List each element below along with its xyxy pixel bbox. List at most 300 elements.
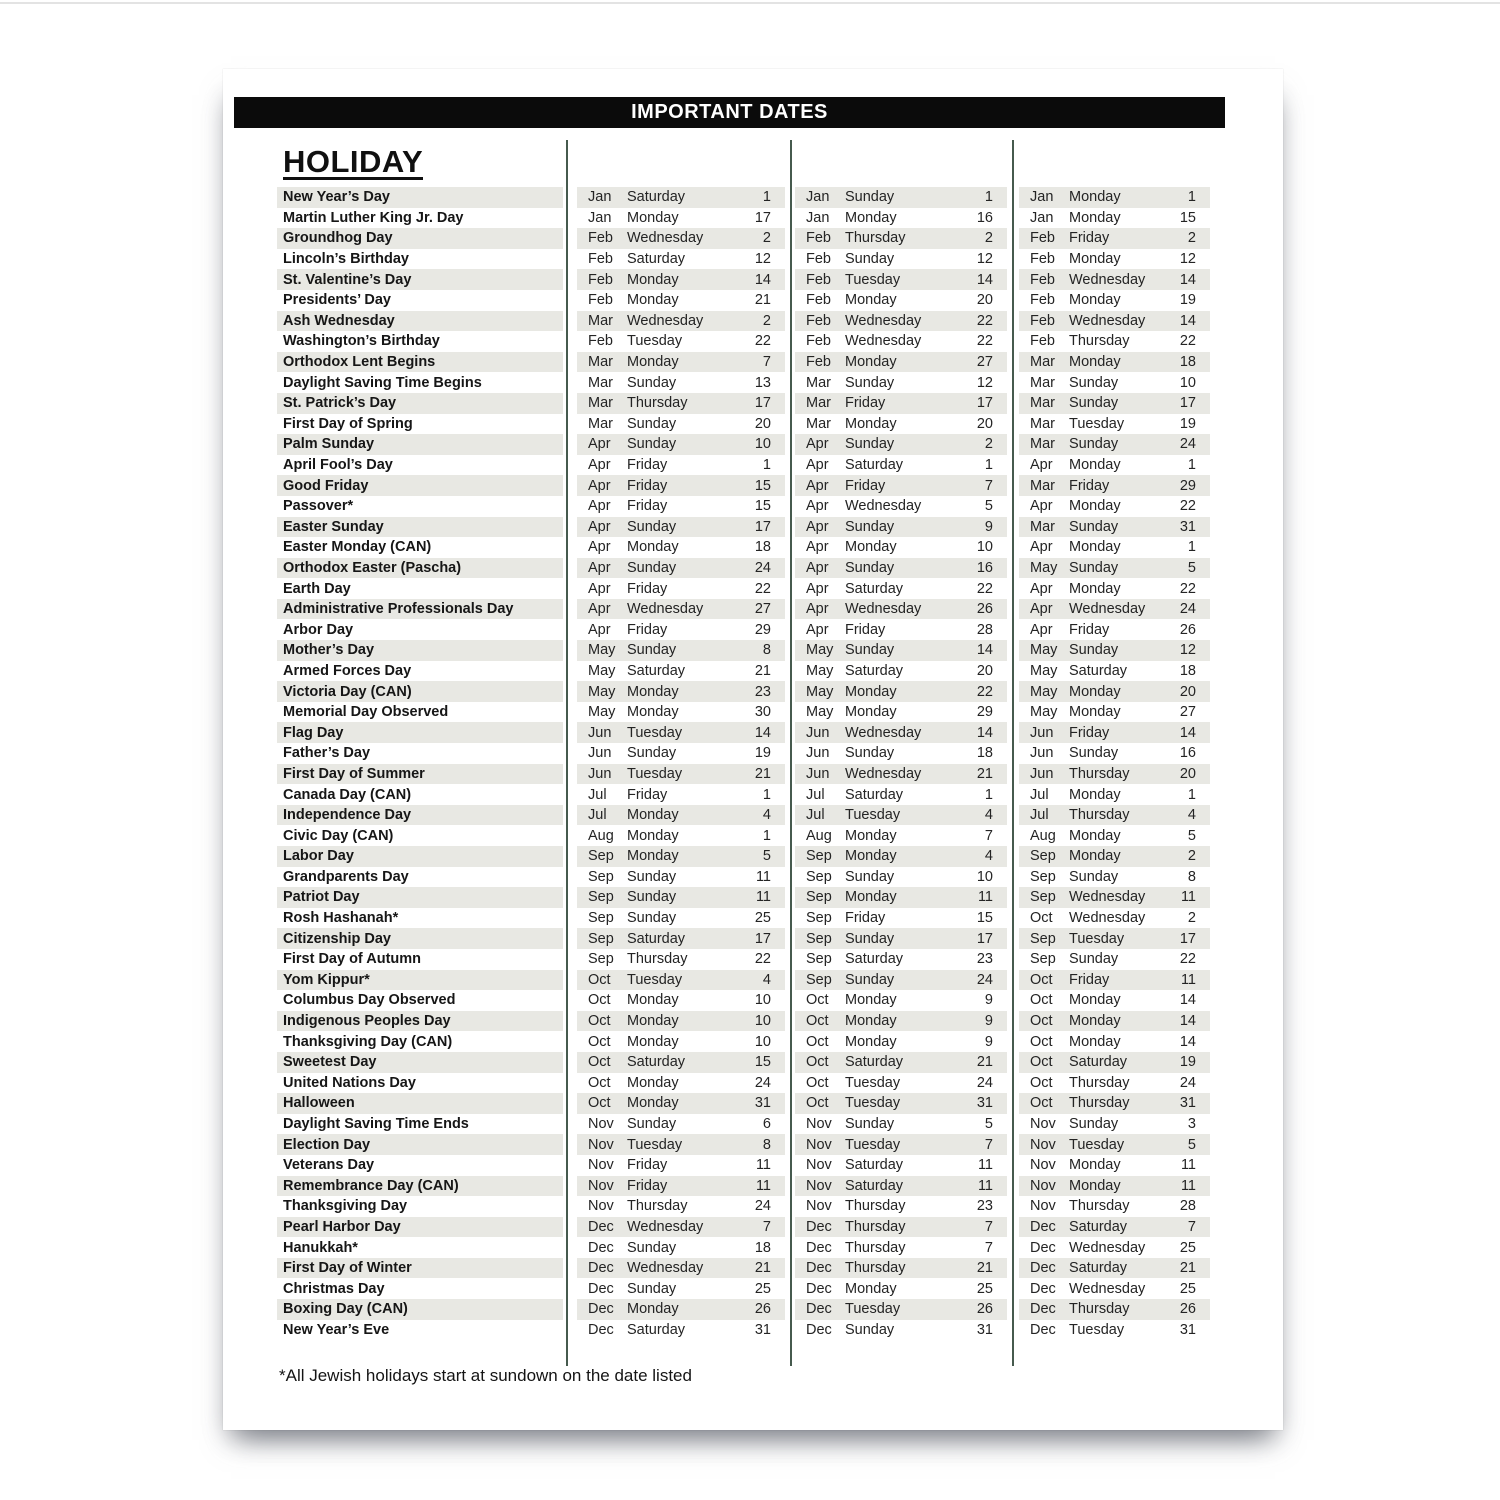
weekday-label: Wednesday [845,333,922,350]
weekday-label: Monday [1069,457,1121,474]
holiday-name-cell: Ash Wednesday [277,311,563,332]
month-label: Feb [806,312,831,329]
weekday-label: Sunday [627,1116,677,1133]
holiday-name-cell: Remembrance Day (CAN) [277,1176,563,1197]
weekday-label: Sunday [627,559,677,576]
holiday-name-cell: Independence Day [277,805,563,826]
month-label: Mar [588,312,613,329]
month-label: Apr [588,559,611,576]
date-cell [795,681,1007,702]
holiday-name-cell: Pearl Harbor Day [277,1217,563,1238]
date-cell [1019,599,1210,620]
month-label: Feb [806,333,831,350]
day-number: 15 [754,477,771,494]
day-number: 2 [1187,910,1196,927]
month-label: Apr [1030,601,1053,618]
weekday-label: Saturday [845,1054,904,1071]
month-label: Mar [806,374,831,391]
date-cell [1019,1299,1210,1320]
weekday-label: Wednesday [1069,1280,1146,1297]
month-label: Oct [1030,910,1053,927]
holiday-name-cell: First Day of Winter [277,1258,563,1279]
weekday-label: Thursday [845,1260,906,1277]
weekday-label: Sunday [1069,745,1119,762]
holiday-table-body [277,187,1210,1340]
day-number: 22 [1179,498,1196,515]
day-number: 28 [1179,1198,1196,1215]
weekday-label: Monday [845,683,897,700]
holiday-name-cell: April Fool’s Day [283,457,393,474]
weekday-label: Sunday [1069,868,1119,885]
month-label: Sep [806,910,832,927]
day-number: 17 [754,209,771,226]
weekday-label: Monday [1069,1013,1121,1030]
date-cell [577,867,785,888]
date-cell [1019,372,1210,393]
table-row [277,187,1210,208]
weekday-label: Sunday [1069,518,1119,535]
day-number: 11 [755,1157,771,1174]
day-number: 2 [1187,230,1196,247]
date-cell [795,949,1007,970]
month-label: Mar [588,415,613,432]
date-cell [795,846,1007,867]
month-label: Oct [1030,1095,1053,1112]
weekday-label: Monday [845,539,897,556]
weekday-label: Wednesday [1069,1239,1146,1256]
month-label: Mar [1030,477,1055,494]
month-label: Apr [806,601,829,618]
table-row [277,455,1210,476]
weekday-label: Monday [627,992,679,1009]
date-cell [577,619,785,640]
weekday-label: Monday [627,1301,679,1318]
holiday-name-cell: Civic Day (CAN) [283,827,394,844]
table-row [277,1196,1210,1217]
day-number: 20 [976,662,993,679]
day-number: 20 [754,415,771,432]
day-number: 25 [1179,1239,1196,1256]
date-cell [1019,1237,1210,1258]
weekday-label: Friday [627,477,668,494]
day-number: 31 [754,1321,771,1338]
day-number: 2 [984,436,993,453]
month-label: Sep [806,951,832,968]
weekday-label: Wednesday [627,312,704,329]
date-cell [795,1176,1007,1197]
day-number: 15 [754,498,771,515]
holiday-name-cell: Halloween [277,1093,563,1114]
weekday-label: Tuesday [845,1095,901,1112]
day-number: 17 [1179,930,1196,947]
day-number: 30 [754,704,771,721]
date-cell [1019,228,1210,249]
month-label: Feb [806,271,831,288]
day-number: 24 [976,1074,993,1091]
day-number: 11 [977,1177,993,1194]
day-number: 1 [1187,189,1196,206]
weekday-label: Wednesday [627,230,704,247]
date-cell [577,640,785,661]
table-row [277,702,1210,723]
date-cell [577,311,785,332]
date-cell [795,619,1007,640]
day-number: 4 [762,807,771,824]
weekday-label: Saturday [627,189,686,206]
holiday-name-cell: First Day of Summer [277,764,563,785]
holiday-name-cell: Hanukkah* [283,1239,358,1256]
day-number: 7 [984,1136,993,1153]
day-number: 26 [1179,1301,1196,1318]
holiday-name-cell: United Nations Day [283,1074,416,1091]
holiday-name-cell: New Year’s Eve [283,1321,390,1338]
date-cell [1019,867,1210,888]
day-number: 29 [754,621,771,638]
weekday-label: Tuesday [845,1301,901,1318]
month-label: Apr [806,621,829,638]
date-cell [577,578,785,599]
date-cell [577,331,785,352]
day-number: 20 [1179,765,1196,782]
date-cell [1019,1176,1210,1197]
date-cell [577,887,785,908]
weekday-label: Sunday [627,1280,677,1297]
month-label: Apr [588,621,611,638]
table-row [277,1052,1210,1073]
weekday-label: Wednesday [845,765,922,782]
weekday-label: Friday [845,910,886,927]
day-number: 11 [1180,971,1196,988]
date-cell [795,1134,1007,1155]
month-label: Dec [806,1218,832,1235]
day-number: 25 [1179,1280,1196,1297]
day-number: 14 [1179,1013,1196,1030]
month-label: Feb [806,354,831,371]
day-number: 23 [976,1198,993,1215]
table-row [277,1320,1210,1341]
date-cell [577,352,785,373]
holiday-name-cell: Daylight Saving Time Ends [283,1116,469,1133]
weekday-label: Monday [845,889,897,906]
table-row [277,1258,1210,1279]
month-label: May [1030,683,1058,700]
table-row [277,867,1210,888]
date-cell [1019,269,1210,290]
date-cell [577,475,785,496]
date-cell [1019,1052,1210,1073]
weekday-label: Wednesday [1069,601,1146,618]
day-number: 29 [1179,477,1196,494]
weekday-label: Wednesday [1069,271,1146,288]
holiday-name-cell: Groundhog Day [277,228,563,249]
weekday-label: Tuesday [845,271,901,288]
holiday-name-cell: Washington’s Birthday [283,333,440,350]
month-label: Nov [1030,1136,1056,1153]
weekday-label: Sunday [845,559,895,576]
date-cell [577,784,785,805]
day-number: 2 [984,230,993,247]
date-cell [1019,1073,1210,1094]
holiday-name-cell: Canada Day (CAN) [283,786,412,803]
date-cell [577,537,785,558]
table-row [277,928,1210,949]
weekday-label: Saturday [845,662,904,679]
weekday-label: Thursday [845,230,906,247]
weekday-label: Tuesday [1069,415,1125,432]
weekday-label: Monday [1069,1157,1121,1174]
date-cell [795,475,1007,496]
month-label: May [806,642,834,659]
table-row [277,208,1210,229]
date-cell [577,764,785,785]
date-cell [795,558,1007,579]
date-cell [795,1093,1007,1114]
table-row [277,722,1210,743]
date-cell [795,187,1007,208]
month-label: May [806,704,834,721]
day-number: 1 [1187,539,1196,556]
month-label: Oct [806,1095,829,1112]
month-label: Apr [806,539,829,556]
table-row [277,1176,1210,1197]
date-cell [577,372,785,393]
date-cell [1019,661,1210,682]
month-label: May [588,662,616,679]
holiday-name-cell: Victoria Day (CAN) [277,681,563,702]
date-cell [795,455,1007,476]
column-divider [1012,140,1014,1366]
weekday-label: Monday [627,807,679,824]
day-number: 10 [976,539,993,556]
day-number: 14 [754,271,771,288]
weekday-label: Friday [627,621,668,638]
month-label: Feb [1030,251,1055,268]
month-label: Nov [588,1157,614,1174]
table-row [277,434,1210,455]
month-label: Jul [1030,807,1049,824]
day-number: 10 [754,436,771,453]
date-cell [577,517,785,538]
month-label: Apr [588,436,611,453]
table-row [277,475,1210,496]
date-cell [577,702,785,723]
month-label: Apr [588,601,611,618]
day-number: 14 [1179,271,1196,288]
date-cell [1019,784,1210,805]
day-number: 21 [976,765,993,782]
month-label: Sep [588,868,614,885]
day-number: 5 [1187,559,1196,576]
day-number: 12 [754,251,771,268]
weekday-label: Thursday [845,1218,906,1235]
weekday-label: Saturday [845,580,904,597]
table-row [277,311,1210,332]
day-number: 11 [977,1157,993,1174]
month-label: Apr [588,457,611,474]
month-label: Nov [1030,1157,1056,1174]
date-cell [1019,290,1210,311]
weekday-label: Monday [845,848,897,865]
day-number: 14 [1179,992,1196,1009]
holiday-name-cell: Presidents’ Day [283,292,391,309]
day-number: 4 [984,848,993,865]
day-number: 22 [1179,333,1196,350]
month-label: Apr [588,580,611,597]
date-cell [1019,1258,1210,1279]
frame-top-edge [0,2,1500,4]
month-label: Sep [1030,930,1056,947]
day-number: 14 [976,724,993,741]
table-row [277,537,1210,558]
date-cell [1019,970,1210,991]
banner-title: IMPORTANT DATES [631,101,828,123]
month-label: Oct [806,1013,829,1030]
date-cell [1019,825,1210,846]
date-cell [577,208,785,229]
weekday-label: Friday [845,395,886,412]
holiday-name-cell: Earth Day [283,580,351,597]
table-row [277,764,1210,785]
date-cell [577,1031,785,1052]
table-row [277,784,1210,805]
month-label: Oct [588,1054,611,1071]
day-number: 8 [1187,868,1196,885]
month-label: Jan [588,189,612,206]
table-row [277,269,1210,290]
month-label: Feb [588,230,613,247]
date-cell [1019,949,1210,970]
day-number: 21 [976,1054,993,1071]
table-row [277,352,1210,373]
month-label: Aug [1030,827,1056,844]
holiday-name-cell: Palm Sunday [277,434,563,455]
weekday-label: Thursday [1069,1074,1130,1091]
month-label: Apr [1030,621,1053,638]
table-row [277,640,1210,661]
weekday-label: Monday [1069,251,1121,268]
month-label: Feb [588,333,613,350]
month-label: May [1030,559,1058,576]
month-label: Apr [1030,580,1053,597]
month-label: Mar [1030,415,1055,432]
day-number: 7 [1187,1218,1196,1235]
date-cell [577,661,785,682]
day-number: 31 [1179,1321,1196,1338]
date-cell [577,990,785,1011]
date-cell [577,1176,785,1197]
weekday-label: Tuesday [627,333,683,350]
month-label: Apr [806,518,829,535]
weekday-label: Monday [627,271,679,288]
weekday-label: Tuesday [627,765,683,782]
date-cell [795,331,1007,352]
day-number: 24 [754,1198,771,1215]
month-label: Feb [1030,292,1055,309]
month-label: Apr [588,539,611,556]
day-number: 21 [1179,1260,1196,1277]
date-cell [795,1196,1007,1217]
day-number: 5 [762,848,771,865]
date-cell [577,455,785,476]
date-cell [1019,187,1210,208]
month-label: May [1030,662,1058,679]
holiday-name-cell: Thanksgiving Day [283,1198,408,1215]
day-number: 17 [754,930,771,947]
day-number: 7 [984,1218,993,1235]
month-label: Apr [588,518,611,535]
day-number: 11 [755,889,771,906]
month-label: Mar [806,415,831,432]
weekday-label: Friday [1069,230,1110,247]
month-label: Nov [806,1177,832,1194]
important-dates-banner [234,97,1225,128]
month-label: Oct [806,1033,829,1050]
month-label: Nov [588,1177,614,1194]
month-label: Oct [806,1074,829,1091]
day-number: 11 [977,889,993,906]
weekday-label: Sunday [845,251,895,268]
month-label: Dec [588,1301,614,1318]
date-cell [577,1073,785,1094]
day-number: 2 [762,230,771,247]
month-label: Feb [588,251,613,268]
day-number: 25 [754,910,771,927]
date-cell [795,434,1007,455]
weekday-label: Sunday [1069,559,1119,576]
weekday-label: Saturday [627,662,686,679]
date-cell [1019,455,1210,476]
date-cell [795,517,1007,538]
weekday-label: Friday [1069,621,1110,638]
day-number: 31 [976,1095,993,1112]
weekday-label: Saturday [845,1157,904,1174]
planner-page [223,69,1283,1430]
month-label: Dec [1030,1260,1056,1277]
date-cell [1019,352,1210,373]
date-cell [577,496,785,517]
month-label: Apr [806,498,829,515]
day-number: 13 [754,374,771,391]
day-number: 26 [976,601,993,618]
date-cell [795,805,1007,826]
day-number: 4 [762,971,771,988]
day-number: 23 [754,683,771,700]
weekday-label: Monday [845,704,897,721]
weekday-label: Tuesday [1069,1136,1125,1153]
month-label: Apr [806,436,829,453]
holiday-name-cell: Good Friday [277,475,563,496]
month-label: Dec [806,1321,832,1338]
weekday-label: Saturday [1069,662,1128,679]
holiday-name-cell: Father’s Day [283,745,371,762]
holiday-name-cell: Veterans Day [283,1157,375,1174]
day-number: 17 [754,395,771,412]
weekday-label: Sunday [627,1239,677,1256]
day-number: 18 [1179,354,1196,371]
day-number: 9 [984,992,993,1009]
day-number: 14 [754,724,771,741]
weekday-label: Friday [627,1177,668,1194]
weekday-label: Sunday [845,930,895,947]
weekday-label: Monday [1069,786,1121,803]
date-cell [795,249,1007,270]
holiday-name-cell: Columbus Day Observed [283,992,456,1009]
date-cell [795,928,1007,949]
date-cell [795,1052,1007,1073]
month-label: Feb [806,251,831,268]
day-number: 1 [984,189,993,206]
month-label: Feb [806,230,831,247]
